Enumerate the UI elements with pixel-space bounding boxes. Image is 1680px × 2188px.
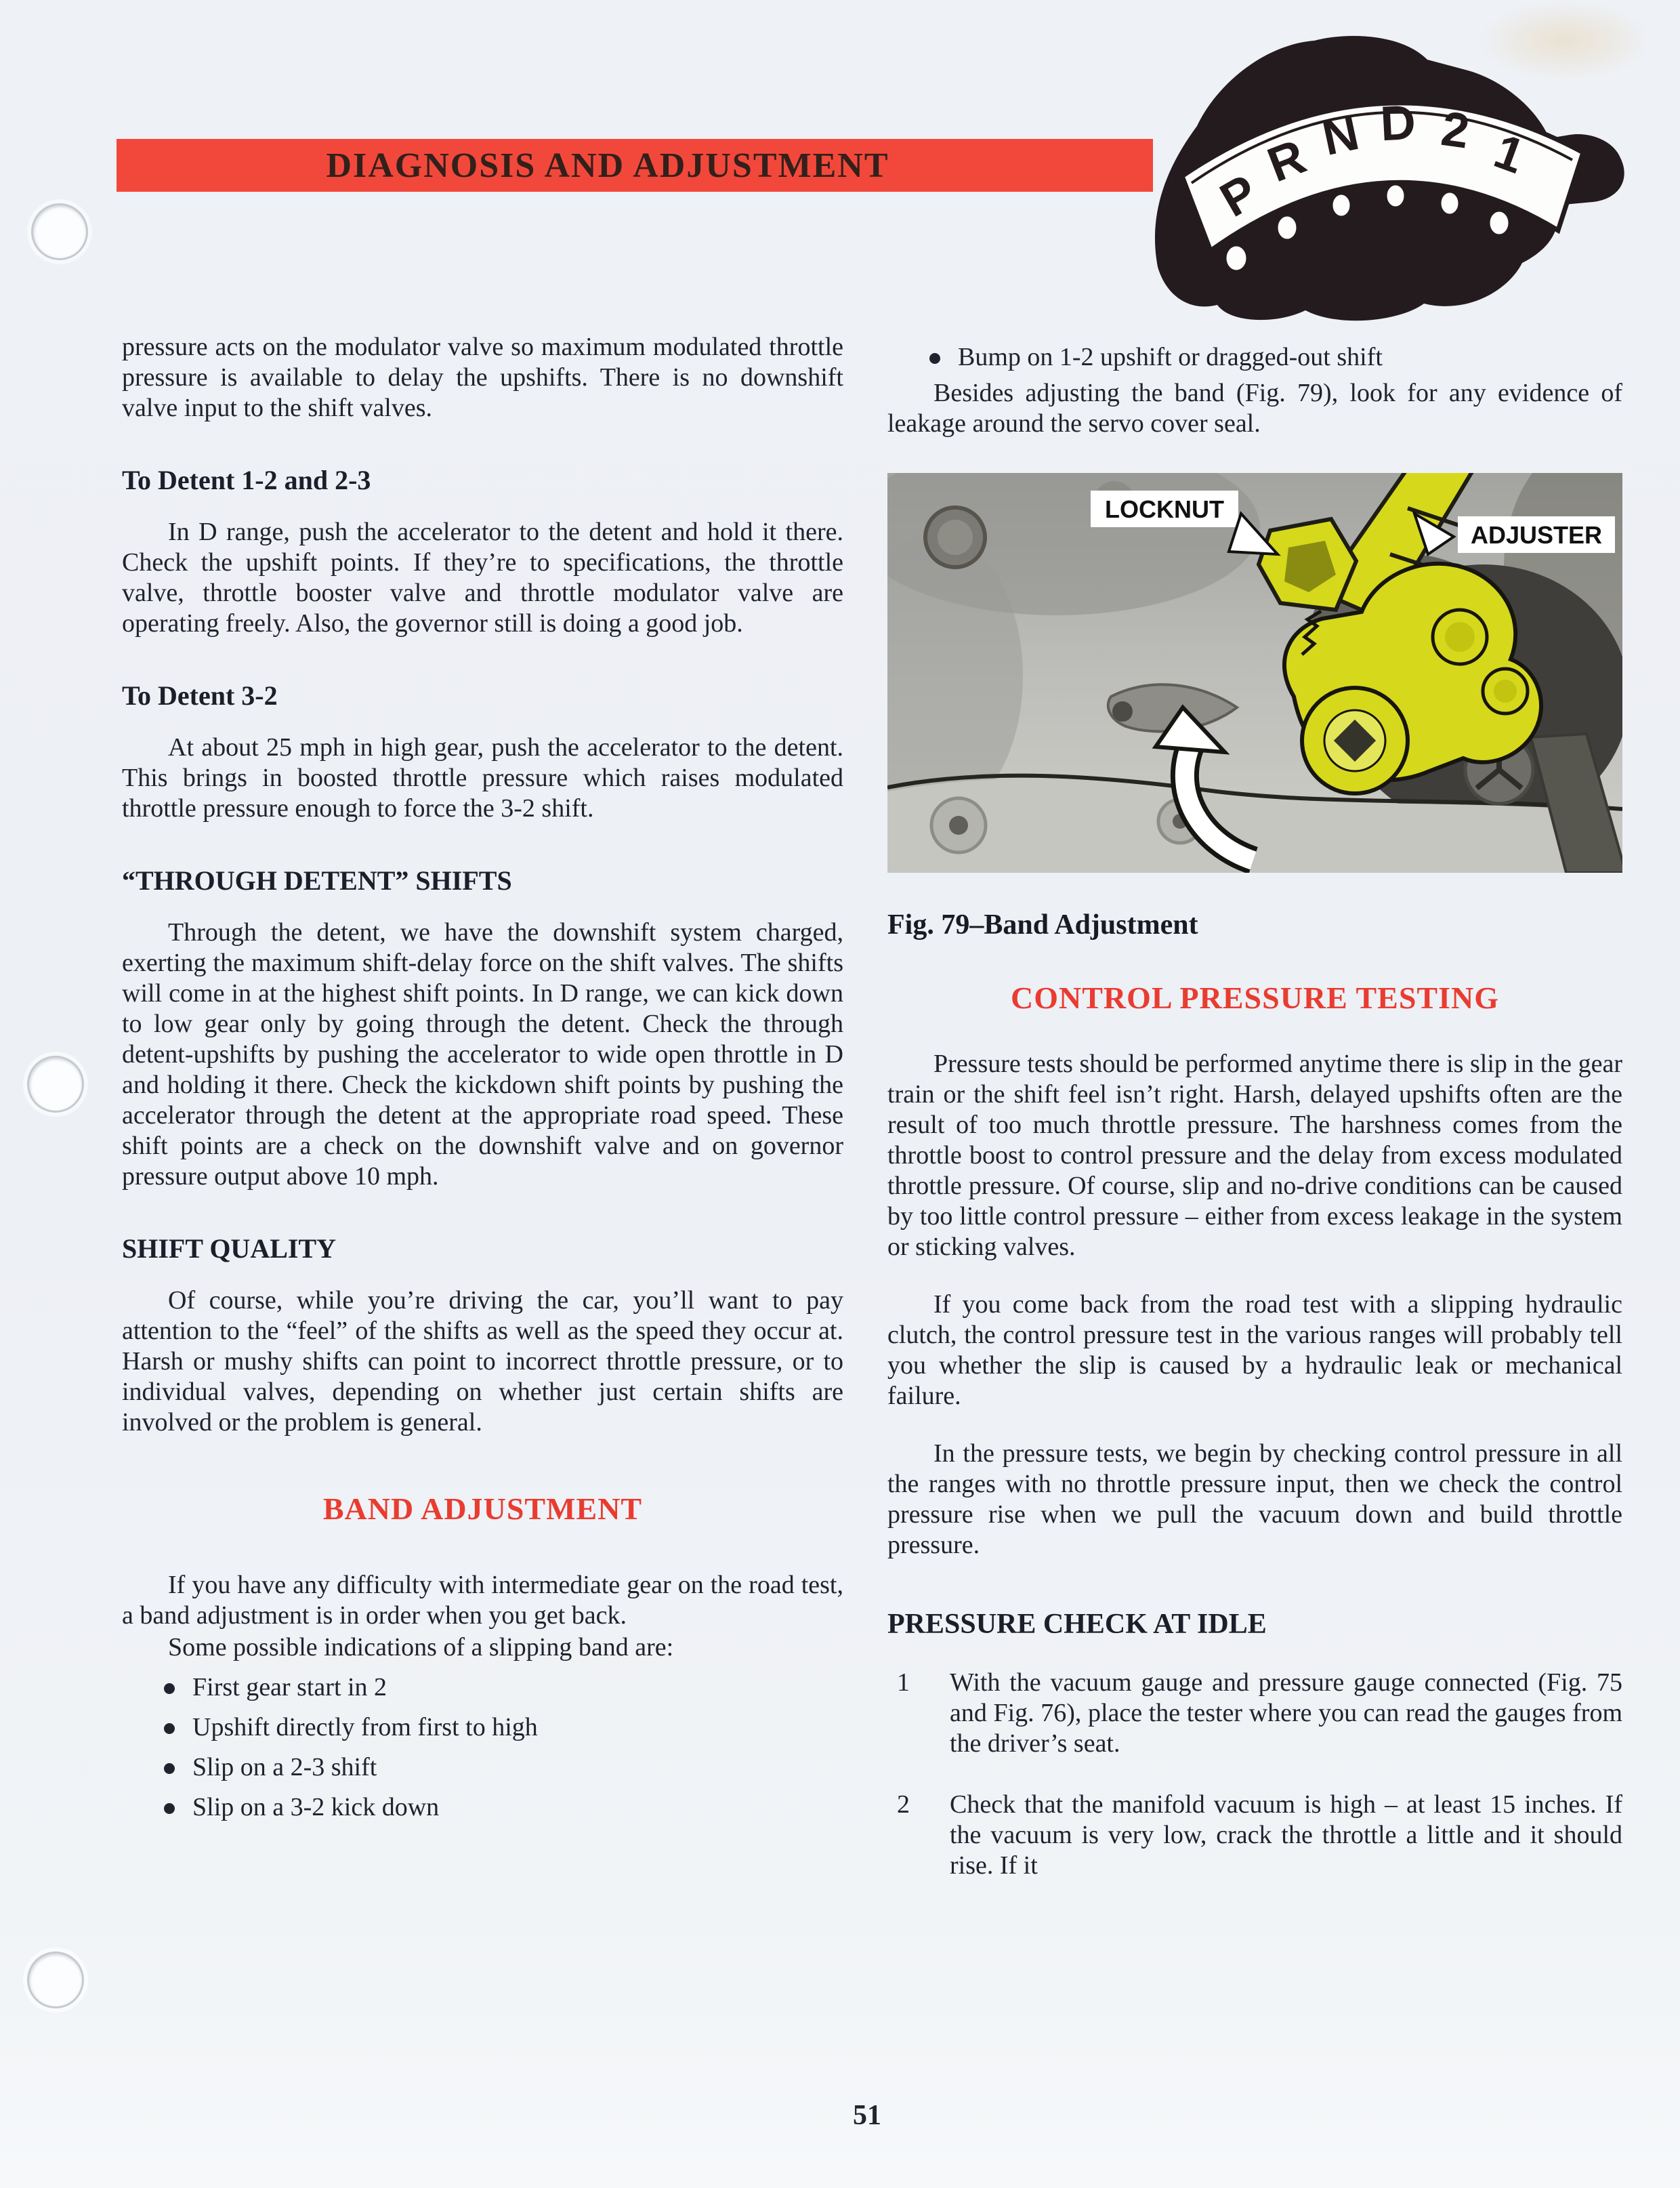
bullet-icon [164,1683,175,1694]
heading-through-detent-shifts: “THROUGH DETENT” SHIFTS [122,865,512,896]
bolt-head-inner [938,520,973,555]
paragraph-through-detent: Through the detent, we have the downshift system charged, exerting the maximum shift-delay force on the shift valves. The shifts will come in at the highest shift points. In D range, we can kick down to low gear only by going through the detent. Check the through detent-upshifts by pushing the accelerator to wide open throttle in D and holding it there. Check the kickdown shift points by pushing the accelerator through the detent at the appropriate road speed. These shift points are a check on the downshift valve and on governor pressure output above 10 mph. [122,918,843,1191]
band-adjustment-illustration [887,473,1622,873]
list-item [887,342,1622,373]
chapter-banner [117,139,1153,192]
punch-hole [27,1952,84,2008]
paragraph-control-2: If you come back from the road test with a slipping hydraulic clutch, the control pressure test in the various ranges will probably tell you whether the slip is caused by a hydraulic leak or mechanical failure. [887,1290,1622,1410]
list-item [122,1712,843,1743]
right-column [887,342,1622,1912]
quadrant-letter-d: D [1379,95,1417,152]
heading-pressure-check-at-idle: PRESSURE CHECK AT IDLE [887,1609,1267,1640]
heading-to-detent-1-2: To Detent 1-2 and 2-3 [122,465,371,495]
heading-control-pressure-testing: CONTROL PRESSURE TESTING [1010,981,1500,1015]
step-number: 1 [897,1668,910,1697]
step-number: 2 [897,1790,910,1819]
pressure-check-steps [887,1668,1622,1881]
paragraph-band-1: If you have any difficulty with intermediate gear on the road test, a band adjustment is in order when you get back. [122,1571,843,1630]
punch-hole [31,203,88,260]
bullet-icon [164,1723,175,1734]
slipping-band-list [122,1672,843,1823]
quadrant-letter-1: 1 [1487,124,1532,184]
heading-band-adjustment: BAND ADJUSTMENT [322,1491,643,1526]
list-item [122,1672,843,1703]
page-title: DIAGNOSIS AND ADJUSTMENT [326,146,889,185]
paragraph-control-1: Pressure tests should be performed anytime there is slip in the gear train or the shift feel isn’t right. Harsh, delayed upshifts often are the result of too much throttle pressure. The harshness comes from the throttle boost to control pressure and the delay from excess modulated throttle pressure. Of course, slip and no-drive conditions can be caused by too little control pressure – either from excess leakage in the system or sticking valves. [887,1050,1622,1261]
step-text: With the vacuum gauge and pressure gauge connected (Fig. 75 and Fig. 76), place the tester where you can read the gauges from the driver’s seat. [950,1668,1622,1758]
list-item [122,1792,843,1823]
quadrant-letter-r: R [1260,129,1314,193]
list-item-text: Upshift directly from first to high [192,1713,538,1741]
locknut-label-text: LOCKNUT [1105,495,1224,523]
bullet-icon [929,353,940,364]
lever-hole [1112,701,1133,722]
heading-to-detent-3-2: To Detent 3-2 [122,680,278,711]
rail-boss-hole [949,816,968,835]
list-item-text: Bump on 1-2 upshift or dragged-out shift [958,343,1383,371]
list-item-text: Slip on a 2-3 shift [192,1753,377,1781]
quadrant-letter-n: N [1318,105,1364,167]
left-column [122,332,843,1832]
bullet-icon [164,1763,175,1774]
list-item [122,1752,843,1783]
paragraph-detent-3-2: At about 25 mph in high gear, push the accelerator to the detent. This brings in boosted throttle pressure which raises modulated throttle pressure enough to force the 3-2 shift. [122,733,843,823]
adjuster-label-text: ADJUSTER [1470,521,1603,549]
paragraph-detent-1-2: In D range, push the accelerator to the detent and hold it there. Check the upshift points. If they’re to specifications, the throttle valve, throttle booster valve and throttle modulator valve are operating freely. Also, the governor still is doing a good job. [122,518,843,638]
paragraph-intro: pressure acts on the modulator valve so maximum modulated throttle pressure is available to delay the upshifts. There is no downshift valve input to the shift valves. [122,333,843,422]
step-item [887,1668,1622,1759]
paragraph-shift-quality: Of course, while you’re driving the car, you’ll want to pay attention to the “feel” of the shifts as well as the speed they occur at. Harsh or mushy shifts can point to incorrect throttle pressure, or to individual valves, depending on whether just certain shifts are involved or the problem is general. [122,1286,843,1437]
quadrant-letter-2: 2 [1437,101,1473,159]
adjusting-lug-disc [1302,688,1408,793]
list-item-text: Slip on a 3-2 kick down [192,1793,440,1821]
step-item [887,1790,1622,1881]
page-number: 51 [853,2100,881,2131]
figure-caption: Fig. 79–Band Adjustment [887,909,1198,941]
paragraph-band-2: Some possible indications of a slipping band are: [168,1633,674,1661]
paragraph-control-3: In the pressure tests, we begin by checking control pressure in all the ranges with no throttle pressure input, then we check the control pressure rise when we pull the vacuum down and build throttle pressure. [887,1439,1622,1559]
quadrant-letter-p: P [1211,164,1267,228]
band-adjustment-photo [887,473,1622,873]
shift-quadrant-graphic [1114,5,1636,324]
bullet-icon [164,1803,175,1814]
punch-hole [27,1056,84,1113]
heading-shift-quality: SHIFT QUALITY [122,1233,337,1264]
list-item-text: First gear start in 2 [192,1673,387,1701]
paragraph-besides: Besides adjusting the band (Fig. 79), look for any evidence of leakage around the servo cover seal. [887,379,1622,438]
step-text: Check that the manifold vacuum is high – at least 15 inches. If the vacuum is very low, crack the throttle a little and it should rise. If it [950,1790,1622,1880]
